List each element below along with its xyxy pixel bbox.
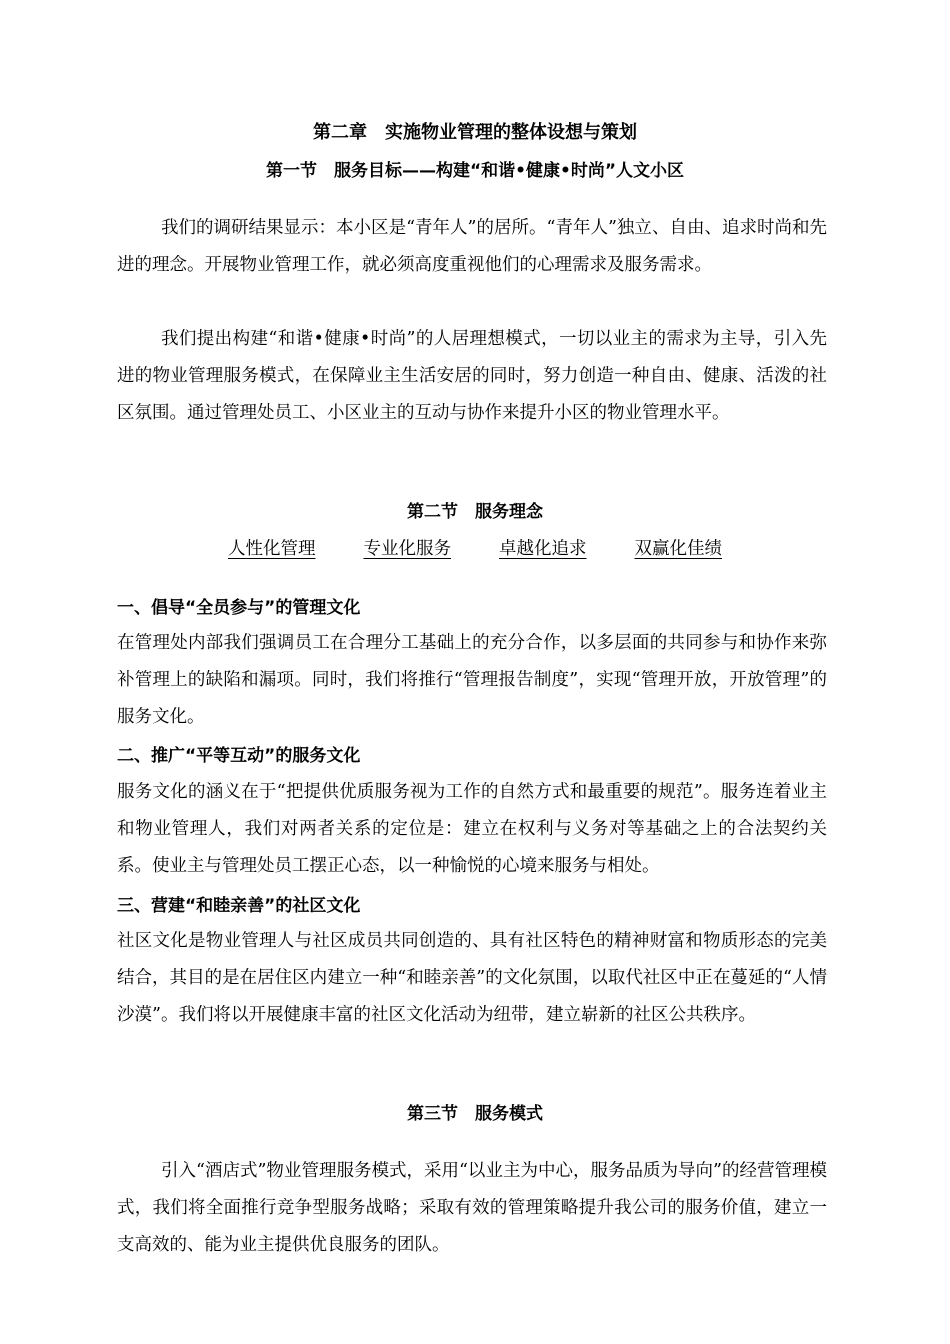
service-slogans [0, 536, 950, 562]
section-1-paragraph-1: 我们的调研结果显示：本小区是“青年人”的居所。“青年人”独立、自由、追求时尚和先进的理念。开展物业管理工作，就必须高度重视他们的心理需求及服务需求。 [117, 218, 827, 275]
slogan-professional-service: 专业化服务 [363, 539, 451, 559]
section-1-paragraph-2: 我们提出构建“和谐•健康•时尚”的人居理想模式，一切以业主的需求为主导，引入先进的物业管理服务模式，在保障业主生活安居的同时，努力创造一种自由、健康、活泼的社区氛围。通过管理处员工、小区业主的互动与协作来提升小区的物业管理水平。 [117, 329, 827, 423]
slogan-excellence-pursuit: 卓越化追求 [499, 539, 587, 559]
item-3-heading: 三、营建“和睦亲善”的社区文化 [117, 896, 361, 916]
item-2-body: 服务文化的涵义在于“把提供优质服务视为工作的自然方式和最重要的规范”。服务连着业主和物业管理人，我们对两者关系的定位是：建立在权利与义务对等基础之上的合法契约关系。使业主与管理处员工摆正心态，以一种愉悦的心境来服务与相处。 [117, 782, 827, 876]
section-3-paragraph: 引入“酒店式”物业管理服务模式，采用“以业主为中心，服务品质为导向”的经营管理模式，我们将全面推行竞争型服务战略；采取有效的管理策略提升我公司的服务价值，建立一支高效的、能为业主提供优良服务的团队。 [117, 1161, 827, 1255]
slogan-win-win-results: 双赢化佳绩 [634, 539, 722, 559]
chapter-title: 第二章 实施物业管理的整体设想与策划 [313, 122, 637, 143]
item-2-heading: 二、推广“平等互动”的服务文化 [117, 746, 361, 766]
section-3-title: 第三节 服务模式 [407, 1104, 543, 1124]
slogan-humanized-management: 人性化管理 [228, 539, 316, 559]
item-1-heading: 一、倡导“全员参与”的管理文化 [117, 598, 361, 618]
section-2-title: 第二节 服务理念 [407, 502, 543, 522]
item-3-body: 社区文化是物业管理人与社区成员共同创造的、具有社区特色的精神财富和物质形态的完美结合，其目的是在居住区内建立一种“和睦亲善”的文化氛围，以取代社区中正在蔓延的“人情沙漠”。我们将以开展健康丰富的社区文化活动为纽带，建立崭新的社区公共秩序。 [117, 931, 827, 1025]
item-1-body: 在管理处内部我们强调员工在合理分工基础上的充分合作，以多层面的共同参与和协作来弥补管理上的缺陷和漏项。同时，我们将推行“管理报告制度”，实现“管理开放，开放管理”的服务文化。 [117, 633, 827, 727]
section-1-title: 第一节 服务目标——构建“和谐•健康•时尚”人文小区 [265, 161, 685, 181]
